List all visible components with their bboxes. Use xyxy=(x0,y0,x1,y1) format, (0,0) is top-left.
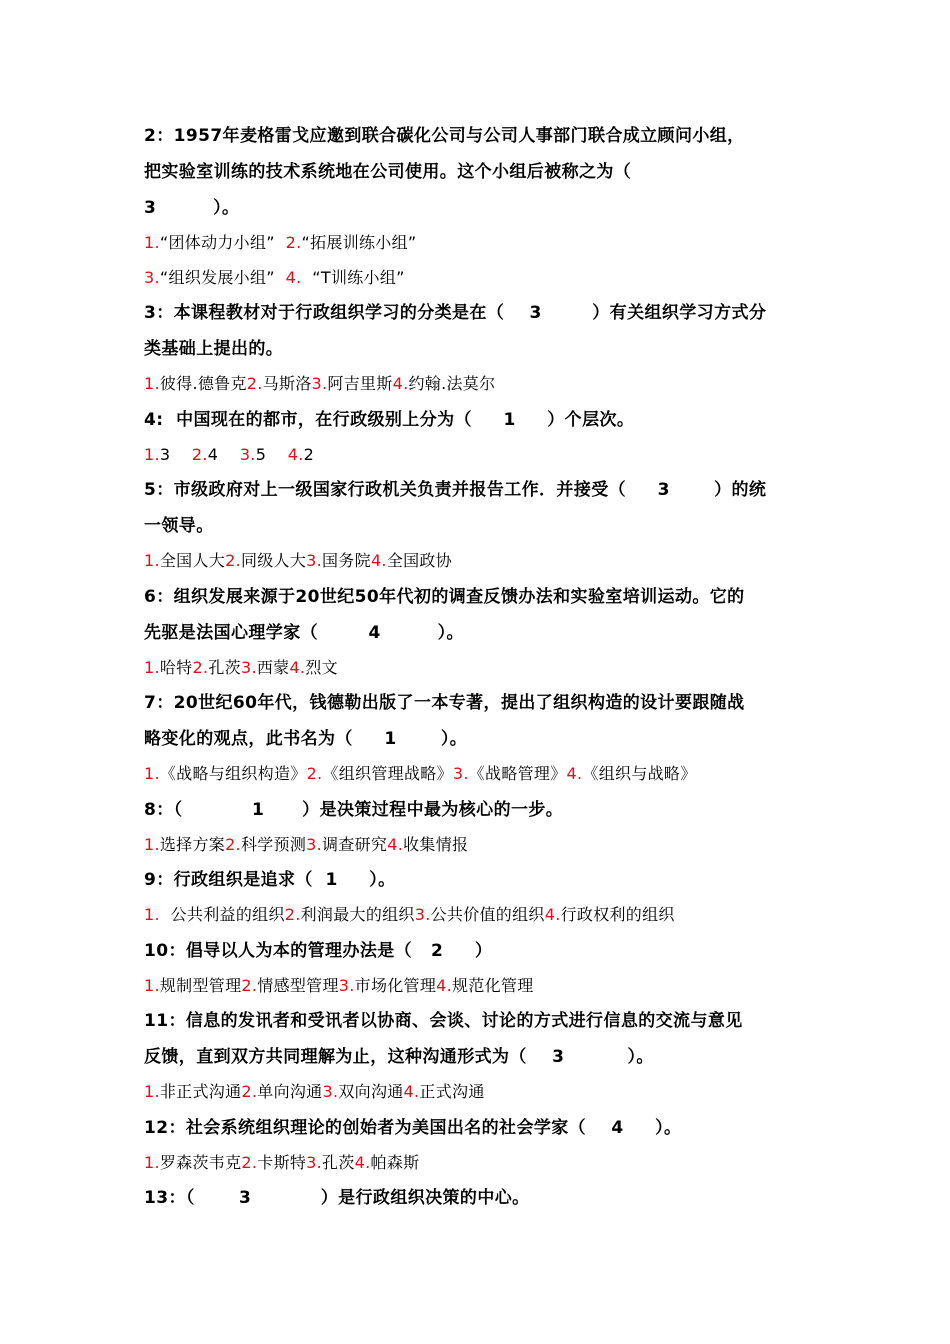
option-text: “T训练小组” xyxy=(301,267,405,287)
option-line xyxy=(144,438,810,473)
option-number: 2. xyxy=(285,233,302,252)
question-q5 xyxy=(144,472,810,579)
option-text: 马斯洛 xyxy=(262,374,312,393)
option-number: 4. xyxy=(289,657,306,677)
option-number: 1. xyxy=(144,1082,160,1101)
option-number: 4. xyxy=(403,1082,420,1101)
option-text: 单向沟通 xyxy=(257,1082,323,1101)
question-text-line: 反馈，直到双方共同理解为止，这种沟通形式为（ 3 ）。 xyxy=(144,1047,654,1067)
option-text: 彼得.德鲁克 xyxy=(159,374,247,393)
option-number: 1. xyxy=(144,551,160,570)
option-number: 1. xyxy=(144,657,160,677)
option-number: 1. xyxy=(144,905,160,924)
question-text-line: 一领导。 xyxy=(144,516,214,536)
option-number: 2. xyxy=(192,657,209,677)
question-q3 xyxy=(144,295,810,402)
option-number: 1. xyxy=(144,975,160,995)
option-number: 4. xyxy=(544,905,561,924)
option-line xyxy=(144,898,810,933)
option-number: 3. xyxy=(322,1082,339,1101)
question-q10 xyxy=(144,933,810,1004)
option-number: 3. xyxy=(144,267,160,287)
option-number: 2. xyxy=(191,444,208,464)
option-text: 全国人大 xyxy=(159,551,226,570)
option-text: 公共利益的组织 xyxy=(159,905,285,924)
option-number: 3. xyxy=(452,764,469,783)
question-text-line: 6：组织发展来源于20世纪50年代初的调查反馈办法和实验室培训运动。它的 xyxy=(144,586,745,607)
option-number: 1. xyxy=(144,834,160,854)
question-text-line: 4: 中国现在的都市，在行政级别上分为（ 1 ）个层次。 xyxy=(144,409,635,430)
option-number: 4. xyxy=(287,444,304,464)
question-document xyxy=(144,118,810,1216)
option-text: 烈文 xyxy=(305,657,338,677)
option-number: 3. xyxy=(338,975,355,995)
option-number: 3. xyxy=(240,657,257,677)
option-number: 1. xyxy=(144,233,160,252)
option-number: 2. xyxy=(284,905,301,924)
option-line xyxy=(144,651,810,686)
option-text: 《战略与组织构造》 xyxy=(159,764,307,783)
question-q11 xyxy=(144,1003,810,1110)
question-text-line: 13：（ 3 ）是行政组织决策的中心。 xyxy=(144,1188,530,1208)
option-number: 3. xyxy=(414,905,431,924)
option-number: 4. xyxy=(370,551,387,570)
option-text: 行政权利的组织 xyxy=(560,905,675,924)
option-text: 调查研究 xyxy=(322,834,388,854)
option-line xyxy=(144,226,810,261)
option-number: 2. xyxy=(306,764,323,783)
option-text: 卡斯特 xyxy=(257,1152,307,1172)
option-number: 1. xyxy=(144,1152,160,1172)
question-text-line: 把实验室训练的技术系统地在公司使用。这个小组后被称之为（ xyxy=(144,162,632,182)
option-text: 正式沟通 xyxy=(419,1082,485,1101)
question-text-line: 10：倡导以人为本的管理办法是（ 2 ） xyxy=(144,940,493,961)
option-line xyxy=(144,757,810,792)
option-line xyxy=(144,261,810,296)
question-q6 xyxy=(144,579,810,686)
question-q2 xyxy=(144,118,810,295)
option-line xyxy=(144,1146,810,1181)
option-text: 《组织与战略》 xyxy=(582,764,697,783)
option-number: 3. xyxy=(306,834,323,854)
option-number: 3. xyxy=(239,444,256,464)
option-number: 4. xyxy=(354,1152,371,1172)
option-number: 4. xyxy=(285,267,302,287)
option-number: 4. xyxy=(436,975,453,995)
option-text: 双向沟通 xyxy=(338,1082,404,1101)
option-line xyxy=(144,828,810,863)
option-text: 阿吉里斯 xyxy=(327,374,393,393)
option-number: 2. xyxy=(241,1082,258,1101)
option-number: 3. xyxy=(306,551,323,570)
option-number: 3. xyxy=(306,1152,323,1172)
question-text-line: 8：（ 1 ）是决策过程中最为核心的一步。 xyxy=(144,799,564,820)
option-number: 4. xyxy=(566,764,583,783)
option-text: 情感型管理 xyxy=(257,975,339,995)
option-text: 西蒙 xyxy=(256,657,290,677)
option-number: 2. xyxy=(225,834,241,854)
option-line xyxy=(144,544,810,579)
option-text: 3 xyxy=(159,444,192,464)
question-text-line: 3 ）。 xyxy=(144,198,240,218)
option-text: “团体动力小组” xyxy=(159,233,286,252)
question-text-line: 类基础上提出的。 xyxy=(144,339,284,359)
option-text: 5 xyxy=(255,444,288,464)
option-number: 2. xyxy=(225,551,241,570)
option-number: 2. xyxy=(241,975,258,995)
option-number: 1. xyxy=(144,374,160,393)
question-text-line: 12：社会系统组织理论的创始者为美国出名的社会学家（ 4 ）。 xyxy=(144,1117,682,1138)
question-text-line: 5：市级政府对上一级国家行政机关负责并报告工作．并接受（ 3 ）的统 xyxy=(144,480,767,500)
option-text: 4 xyxy=(207,444,240,464)
question-text-line: 7：20世纪60年代，钱德勒出版了一本专著，提出了组织构造的设计要跟随战 xyxy=(144,693,745,713)
option-number: 4. xyxy=(387,834,404,854)
option-text: 国务院 xyxy=(322,551,371,570)
option-text: 公共价值的组织 xyxy=(430,905,545,924)
option-line xyxy=(144,1075,810,1110)
option-text: “拓展训练小组” xyxy=(301,233,417,252)
option-text: 罗森茨韦克 xyxy=(159,1152,242,1172)
question-text-line: 11：信息的发讯者和受讯者以协商、会谈、讨论的方式进行信息的交流与意见 xyxy=(144,1011,743,1031)
option-text: 孔茨 xyxy=(322,1152,355,1172)
question-text-line: 略变化的观点，此书名为（ 1 ）。 xyxy=(144,729,468,749)
option-text: 约翰.法莫尔 xyxy=(408,374,496,393)
option-text: 《战略管理》 xyxy=(468,764,567,783)
option-text: 帕森斯 xyxy=(370,1152,420,1172)
option-text: 哈特 xyxy=(159,657,193,677)
option-number: 3. xyxy=(311,374,328,393)
question-q4 xyxy=(144,402,810,473)
question-text-line: 先驱是法国心理学家（ 4 ）。 xyxy=(144,622,464,643)
option-text: 非正式沟通 xyxy=(159,1082,242,1101)
option-line xyxy=(144,367,810,402)
option-text: 利润最大的组织 xyxy=(300,905,415,924)
option-text: 规制型管理 xyxy=(159,975,242,995)
option-number: 2. xyxy=(241,1152,258,1172)
option-text: 规范化管理 xyxy=(452,975,534,995)
option-line xyxy=(144,969,810,1004)
option-text: 市场化管理 xyxy=(354,975,437,995)
option-text: 同级人大 xyxy=(240,551,307,570)
option-number: 4. xyxy=(392,374,409,393)
question-q13 xyxy=(144,1180,810,1216)
option-number: 1. xyxy=(144,764,160,783)
option-text: “组织发展小组” xyxy=(159,267,286,287)
option-text: 科学预测 xyxy=(240,834,307,854)
question-q12 xyxy=(144,1110,810,1181)
question-q9 xyxy=(144,862,810,933)
option-number: 1. xyxy=(144,444,160,464)
option-text: 全国政协 xyxy=(386,551,453,570)
option-text: 2 xyxy=(303,444,315,464)
question-text-line: 3：本课程教材对于行政组织学习的分类是在（ 3 ）有关组织学习方式分 xyxy=(144,303,767,323)
question-q8 xyxy=(144,792,810,863)
option-text: 收集情报 xyxy=(403,834,469,854)
option-number: 2. xyxy=(246,374,263,393)
option-text: 《组织管理战略》 xyxy=(322,764,453,783)
question-text-line: 2：1957年麦格雷戈应邀到联合碳化公司与公司人事部门联合成立顾问小组， xyxy=(144,126,745,146)
question-q7 xyxy=(144,685,810,792)
option-text: 孔茨 xyxy=(208,657,241,677)
option-text: 选择方案 xyxy=(159,834,226,854)
question-text-line: 9：行政组织是追求（ 1 ）。 xyxy=(144,870,396,890)
